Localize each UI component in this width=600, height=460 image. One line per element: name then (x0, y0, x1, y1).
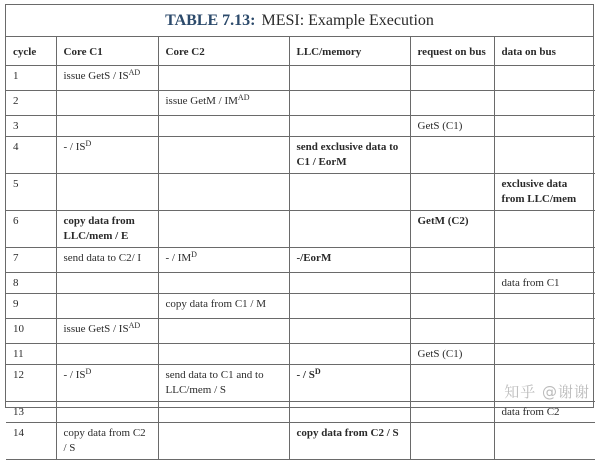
cell-llc-memory (289, 116, 410, 137)
cell-text: copy data from LLC/mem / E (63, 215, 135, 242)
cell-core-c2 (158, 174, 289, 211)
cell-cycle: 9 (6, 294, 56, 319)
state-superscript: D (314, 367, 321, 376)
header-data-on-bus: data on bus (494, 37, 595, 66)
table-caption (6, 5, 593, 37)
cell-cycle: 12 (6, 365, 56, 402)
cell-text: - / IM (165, 252, 192, 264)
cell-data-on-bus (494, 344, 595, 365)
cell-cycle: 6 (6, 211, 56, 248)
cell-llc-memory (289, 294, 410, 319)
cell-cycle: 5 (6, 174, 56, 211)
cell-core-c1 (56, 91, 158, 116)
table-row (6, 211, 595, 248)
table-row (6, 66, 595, 91)
cell-request-on-bus (410, 423, 494, 460)
cell-text: data from C2 (501, 406, 560, 418)
cell-request-on-bus (410, 294, 494, 319)
cell-core-c2 (158, 344, 289, 365)
table-row (6, 174, 595, 211)
cell-request-on-bus (410, 402, 494, 423)
table-row (6, 116, 595, 137)
cell-text: copy data from C2 / S (296, 427, 399, 439)
cell-text: send data to C2/ I (63, 252, 142, 264)
cell-text: issue GetS / IS (63, 323, 129, 335)
cell-llc-memory (289, 402, 410, 423)
table-row (6, 137, 595, 174)
cell-text: GetS (C1) (417, 120, 463, 132)
cell-data-on-bus (494, 273, 595, 294)
cell-llc-memory (289, 248, 410, 273)
cell-cycle: 14 (6, 423, 56, 460)
cell-cycle: 8 (6, 273, 56, 294)
cell-core-c1 (56, 248, 158, 273)
cell-text: data from C1 (501, 277, 560, 289)
header-core-c2: Core C2 (158, 37, 289, 66)
state-superscript: AD (237, 93, 250, 102)
table-title: MESI: Example Execution (261, 11, 434, 29)
cell-text: send exclusive data to C1 / EorM (296, 141, 399, 168)
cell-data-on-bus (494, 91, 595, 116)
table-container (5, 4, 594, 454)
cell-request-on-bus (410, 344, 494, 365)
cell-core-c1 (56, 423, 158, 460)
cell-core-c2 (158, 211, 289, 248)
cell-core-c2 (158, 319, 289, 344)
table-row (6, 344, 595, 365)
cell-data-on-bus (494, 294, 595, 319)
cell-text: -/EorM (296, 252, 332, 264)
cell-llc-memory (289, 137, 410, 174)
cell-llc-memory (289, 365, 410, 402)
state-superscript: D (191, 250, 197, 259)
cell-core-c2 (158, 137, 289, 174)
cell-core-c1 (56, 116, 158, 137)
cell-data-on-bus (494, 211, 595, 248)
table-number: TABLE 7.13: (165, 11, 256, 29)
cell-cycle: 3 (6, 116, 56, 137)
cell-request-on-bus (410, 211, 494, 248)
table-row (6, 319, 595, 344)
cell-cycle: 2 (6, 91, 56, 116)
table-row (6, 248, 595, 273)
cell-data-on-bus (494, 137, 595, 174)
cell-text: issue GetS / IS (63, 70, 129, 82)
state-superscript: D (85, 367, 92, 376)
cell-cycle: 11 (6, 344, 56, 365)
cell-text: - / IS (63, 369, 86, 381)
cell-core-c2 (158, 248, 289, 273)
cell-llc-memory (289, 423, 410, 460)
cell-core-c1 (56, 365, 158, 402)
table-row (6, 423, 595, 460)
table-row (6, 294, 595, 319)
cell-core-c1 (56, 137, 158, 174)
cell-cycle: 4 (6, 137, 56, 174)
cell-llc-memory (289, 273, 410, 294)
cell-core-c1 (56, 273, 158, 294)
cell-core-c1 (56, 344, 158, 365)
cell-core-c2 (158, 365, 289, 402)
cell-request-on-bus (410, 365, 494, 402)
cell-data-on-bus (494, 174, 595, 211)
cell-llc-memory (289, 211, 410, 248)
cell-request-on-bus (410, 319, 494, 344)
cell-core-c2 (158, 402, 289, 423)
cell-core-c2 (158, 273, 289, 294)
cell-text: - / IS (63, 141, 86, 153)
cell-text: issue GetM / IM (165, 95, 238, 107)
cell-text: - / S (296, 369, 315, 381)
cell-request-on-bus (410, 137, 494, 174)
cell-data-on-bus (494, 402, 595, 423)
cell-text: exclusive data from LLC/mem (501, 178, 577, 205)
table-row (6, 273, 595, 294)
cell-request-on-bus (410, 66, 494, 91)
cell-llc-memory (289, 174, 410, 211)
cell-core-c1 (56, 174, 158, 211)
cell-cycle: 10 (6, 319, 56, 344)
cell-text: copy data from C2 / S (63, 427, 146, 454)
table-row (6, 402, 595, 423)
cell-text: GetS (C1) (417, 348, 463, 360)
watermark: 知乎 @谢谢 (504, 383, 590, 401)
header-request-on-bus: request on bus (410, 37, 494, 66)
cell-core-c2 (158, 294, 289, 319)
cell-data-on-bus (494, 423, 595, 460)
cell-core-c1 (56, 319, 158, 344)
cell-data-on-bus (494, 116, 595, 137)
cell-core-c1 (56, 402, 158, 423)
cell-text: GetM (C2) (417, 215, 469, 227)
cell-core-c2 (158, 66, 289, 91)
cell-request-on-bus (410, 91, 494, 116)
cell-text: copy data from C1 / M (165, 298, 267, 310)
cell-core-c1 (56, 294, 158, 319)
cell-core-c2 (158, 423, 289, 460)
cell-cycle: 1 (6, 66, 56, 91)
cell-request-on-bus (410, 116, 494, 137)
cell-llc-memory (289, 66, 410, 91)
header-core-c1: Core C1 (56, 37, 158, 66)
cell-cycle: 13 (6, 402, 56, 423)
cell-core-c1 (56, 211, 158, 248)
cell-core-c2 (158, 91, 289, 116)
cell-data-on-bus (494, 319, 595, 344)
cell-request-on-bus (410, 174, 494, 211)
cell-core-c2 (158, 116, 289, 137)
cell-core-c1 (56, 66, 158, 91)
cell-data-on-bus (494, 66, 595, 91)
state-superscript: D (85, 139, 92, 148)
header-llc-memory: LLC/memory (289, 37, 410, 66)
cell-request-on-bus (410, 273, 494, 294)
cell-llc-memory (289, 319, 410, 344)
state-superscript: AD (128, 321, 141, 330)
cell-cycle: 7 (6, 248, 56, 273)
table-row (6, 91, 595, 116)
cell-request-on-bus (410, 248, 494, 273)
header-cycle: cycle (6, 37, 56, 66)
header-row (6, 37, 595, 66)
cell-data-on-bus (494, 248, 595, 273)
cell-llc-memory (289, 91, 410, 116)
cell-text: send data to C1 and to LLC/mem / S (165, 369, 264, 396)
state-superscript: AD (128, 68, 141, 77)
cell-llc-memory (289, 344, 410, 365)
